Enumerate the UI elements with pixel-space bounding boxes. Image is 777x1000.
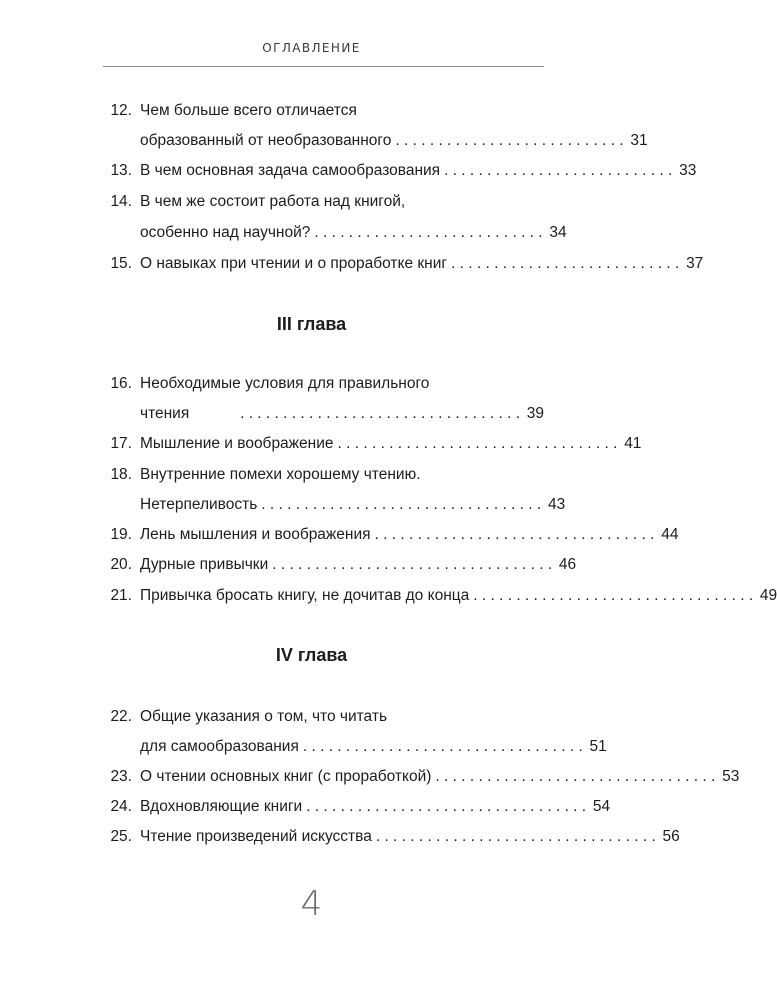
entry-title-cont: особенно над научной? <box>140 224 311 241</box>
entry-title: Вдохновляющие книги <box>140 798 303 815</box>
entry-title: Мышление и воображение <box>140 435 334 452</box>
entry-number: 23. <box>110 768 132 785</box>
dot-leader: . . . . . . . . . . . . . . . . . . . . . . . . . . . <box>314 224 543 241</box>
entry-title: Лень мышления и воображения <box>140 526 371 543</box>
dot-leader: . . . . . . . . . . . . . . . . . . . . . . . . . . . . . . . . . <box>302 738 583 755</box>
entry-page: 41 <box>624 435 642 452</box>
header-rule <box>103 66 544 67</box>
entry-number: 24. <box>110 798 132 815</box>
dot-leader: . . . . . . . . . . . . . . . . . . . . . . . . . . . . . . . . . <box>261 496 542 513</box>
entry-title-cont: для самообразования <box>140 738 299 755</box>
toc-entry-17 <box>100 431 642 457</box>
entry-page: 43 <box>547 496 566 513</box>
header-title: ОГЛАВЛЕНИЕ <box>262 41 361 55</box>
entry-number: 14. <box>110 193 132 210</box>
entry-title: В чем основная задача самообразования <box>140 162 441 179</box>
toc-entry-19 <box>100 522 679 548</box>
dot-leader: . . . . . . . . . . . . . . . . . . . . . . . . . . . <box>451 255 680 272</box>
toc-entry-12 <box>100 98 544 124</box>
entry-number: 21. <box>110 587 132 604</box>
dot-leader: . . . . . . . . . . . . . . . . . . . . . . . . . . . . . . . . . <box>306 798 587 815</box>
entry-page: 51 <box>589 738 607 755</box>
entry-page: 39 <box>526 405 544 422</box>
dot-leader: . . . . . . . . . . . . . . . . . . . . . . . . . . . . . . . . . <box>337 435 618 452</box>
chapter-heading-4: IV глава <box>275 645 348 665</box>
toc-entry-15 <box>100 251 704 277</box>
dot-leader: . . . . . . . . . . . . . . . . . . . . . . . . . . . . . . . . . <box>435 768 716 785</box>
entry-page: 33 <box>679 162 697 179</box>
page-number: 4 <box>300 884 323 924</box>
dot-leader: . . . . . . . . . . . . . . . . . . . . . . . . . . . . . . . . . <box>240 405 520 422</box>
entry-number: 15. <box>110 255 132 272</box>
toc-entry-16-cont <box>100 401 544 427</box>
entry-title: Чтение произведений искусства <box>140 828 372 845</box>
entry-number: 13. <box>110 162 132 179</box>
dot-leader: . . . . . . . . . . . . . . . . . . . . . . . . . . . <box>444 162 673 179</box>
toc-entry-22 <box>100 704 544 730</box>
entry-title-cont: образованный от необразованного <box>140 132 392 149</box>
entry-title: Внутренние помехи хорошему чтению. <box>140 466 421 483</box>
entry-title: О навыках при чтении и о проработке книг <box>140 255 448 272</box>
toc-entry-25 <box>100 824 680 850</box>
dot-leader: . . . . . . . . . . . . . . . . . . . . . . . . . . . . . . . . . <box>473 587 754 604</box>
entry-number: 20. <box>110 556 132 573</box>
entry-number: 25. <box>110 828 132 845</box>
entry-title: В чем же состоит работа над книгой, <box>140 193 406 210</box>
entry-page: 54 <box>592 798 611 815</box>
entry-title: О чтении основных книг (с проработкой) <box>140 768 432 785</box>
entry-page: 53 <box>722 768 740 785</box>
toc-entry-23 <box>100 764 740 790</box>
entry-number: 22. <box>110 708 132 725</box>
entry-number: 18. <box>110 466 132 483</box>
entry-page: 31 <box>630 132 648 149</box>
toc-entry-14-cont <box>100 220 567 246</box>
entry-title: Привычка бросать книгу, не дочитав до конца <box>140 587 470 604</box>
toc-entry-18 <box>100 462 544 488</box>
dot-leader: . . . . . . . . . . . . . . . . . . . . . . . . . . . . . . . . . <box>374 526 655 543</box>
dot-leader: . . . . . . . . . . . . . . . . . . . . . . . . . . . . . . . . . <box>272 556 553 573</box>
toc-entry-14 <box>100 189 544 215</box>
entry-page: 37 <box>686 255 704 272</box>
entry-title: Дурные привычки <box>140 556 269 573</box>
toc-entry-22-cont <box>100 734 607 760</box>
toc-entry-18-cont <box>100 492 566 518</box>
dot-leader: . . . . . . . . . . . . . . . . . . . . . . . . . . . . . . . . . <box>375 828 656 845</box>
toc-entry-20 <box>100 552 577 578</box>
entry-number: 17. <box>110 435 132 452</box>
entry-page: 46 <box>558 556 577 573</box>
entry-title: Общие указания о том, что читать <box>140 708 388 725</box>
entry-page: 56 <box>662 828 680 845</box>
entry-title: Необходимые условия для правильного <box>140 375 430 392</box>
entry-page: 44 <box>661 526 679 543</box>
toc-entry-13 <box>100 158 697 184</box>
entry-number: 12. <box>110 102 132 119</box>
entry-page: 49 <box>759 587 777 604</box>
entry-title-cont: чтения <box>140 405 190 422</box>
entry-number: 19. <box>110 526 132 543</box>
entry-number: 16. <box>110 375 132 392</box>
entry-page: 34 <box>549 224 567 241</box>
toc-entry-21 <box>100 583 777 609</box>
entry-title-cont: Нетерпеливость <box>140 496 258 513</box>
toc-entry-24 <box>100 794 611 820</box>
entry-title: Чем больше всего отличается <box>140 102 357 119</box>
chapter-heading-3: III глава <box>276 314 347 334</box>
dot-leader: . . . . . . . . . . . . . . . . . . . . . . . . . . . <box>395 132 624 149</box>
toc-entry-12-cont <box>100 128 648 154</box>
toc-entry-16 <box>100 371 544 397</box>
